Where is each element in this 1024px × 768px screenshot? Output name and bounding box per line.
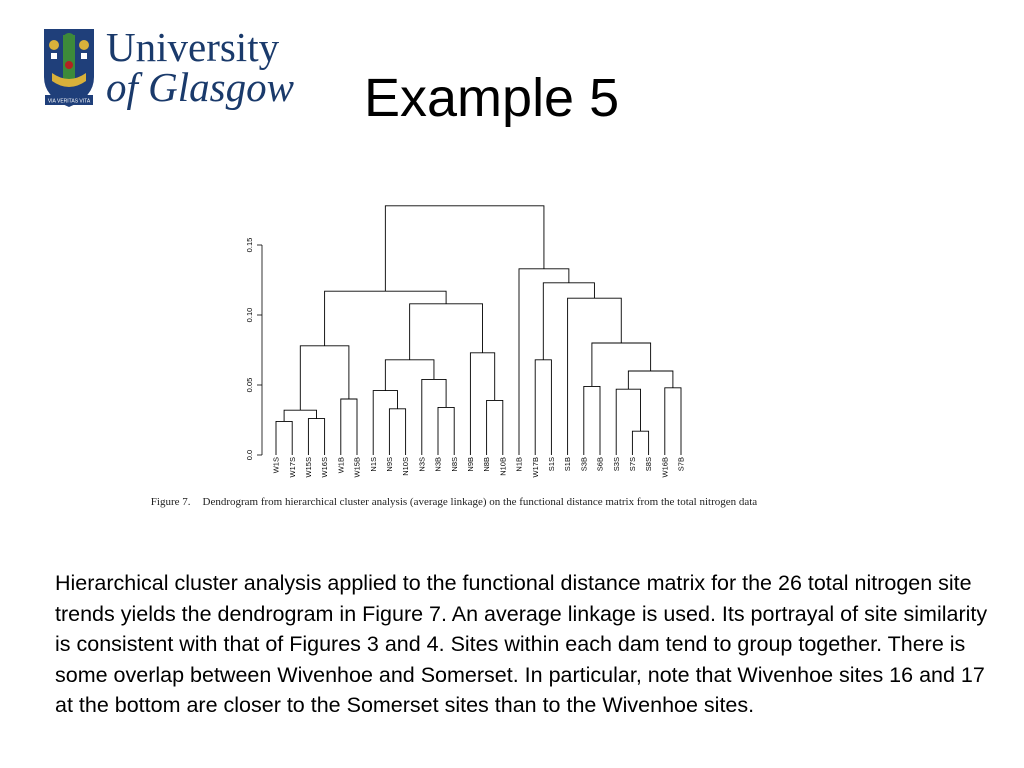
leaf-label: N1B: [514, 457, 524, 472]
university-logo: [42, 24, 302, 111]
slide-title: Example 5: [364, 68, 620, 128]
merge-branch: [568, 298, 622, 455]
y-tick-label: 0.15: [245, 237, 254, 253]
leaf-label: N9S: [385, 457, 394, 472]
leaf-label: N8S: [449, 457, 459, 472]
leaf-label: N10S: [401, 457, 411, 476]
leaf-label: S1B: [563, 457, 573, 472]
caption-label: Figure 7.: [150, 496, 191, 508]
merge-branch: [276, 421, 292, 455]
merge-branch: [385, 360, 434, 391]
leaf-label: S3B: [579, 457, 589, 472]
leaf-label: S1S: [547, 457, 556, 472]
shield-icon: [42, 27, 96, 109]
dendrogram-branches: [276, 206, 681, 455]
leaf-label: N1S: [368, 457, 378, 472]
merge-branch: [543, 283, 594, 360]
merge-branch: [535, 360, 551, 455]
leaf-label: S7B: [676, 457, 686, 472]
y-tick-label: 0.10: [245, 307, 254, 323]
merge-branch: [373, 391, 397, 455]
y-tick-label: 0.05: [245, 377, 254, 393]
merge-branch: [385, 206, 544, 291]
leaf-label: N3S: [417, 457, 427, 472]
merge-branch: [616, 389, 640, 455]
merge-branch: [389, 409, 405, 455]
merge-branch: [665, 388, 681, 455]
leaf-label: W1S: [271, 457, 281, 474]
merge-branch: [284, 410, 316, 421]
leaf-label: N3B: [433, 457, 443, 472]
logo-wordmark: [106, 24, 294, 110]
leaf-label: N10B: [498, 457, 508, 476]
merge-branch: [300, 346, 349, 410]
leaf-labels: [272, 457, 686, 477]
leaf-label: S7S: [628, 457, 637, 472]
y-tick-label: 0.0: [245, 449, 254, 461]
caption-text: Dendrogram from hierarchical cluster analysis (average linkage) on the functional distance matrix from the total nitrogen data: [202, 496, 758, 508]
leaf-label: S6B: [595, 457, 605, 472]
merge-branch: [584, 386, 600, 455]
leaf-label: N8B: [482, 457, 492, 472]
figure-caption: [118, 494, 790, 511]
y-axis: [245, 238, 262, 461]
dendrogram-chart: [240, 200, 686, 490]
logo-motto: VIA VERITAS VITA: [47, 98, 91, 105]
leaf-label: W1B: [336, 457, 346, 474]
body-paragraph: Hierarchical cluster analysis applied to the functional distance matrix for the 26 total nitrogen site trends yields the dendrogram in Figure 7. An average linkage is used. Its portrayal of site similarity is consistent with that of Figures 3 and 4. Sites within each dam tend to group together. There is some overlap between Wivenhoe and Somerset. In particular, note that Wivenhoe sites 16 and 17 at the bottom are closer to the Somerset sites than to the Wivenhoe sites.: [55, 571, 988, 717]
leaf-label: S8S: [644, 457, 654, 472]
leaf-label: W16B: [660, 457, 670, 478]
merge-branch: [410, 304, 483, 360]
leaf-label: N9B: [466, 457, 475, 472]
merge-branch: [487, 400, 503, 455]
merge-branch: [628, 371, 673, 389]
merge-branch: [422, 379, 446, 455]
leaf-label: W15B: [352, 457, 362, 478]
merge-branch: [438, 407, 454, 455]
merge-branch: [308, 419, 324, 455]
merge-branch: [341, 399, 357, 455]
merge-branch: [325, 291, 447, 346]
leaf-label: S3S: [611, 457, 621, 472]
merge-branch: [470, 353, 494, 455]
leaf-label: W17S: [287, 457, 297, 478]
logo-line-1: University: [106, 24, 280, 70]
merge-branch: [632, 431, 648, 455]
leaf-label: W16S: [320, 457, 330, 478]
merge-branch: [519, 269, 569, 455]
leaf-label: W15S: [304, 457, 313, 478]
logo-line-2: of Glasgow: [106, 64, 294, 110]
merge-branch: [592, 343, 651, 386]
leaf-label: W17B: [530, 457, 540, 478]
